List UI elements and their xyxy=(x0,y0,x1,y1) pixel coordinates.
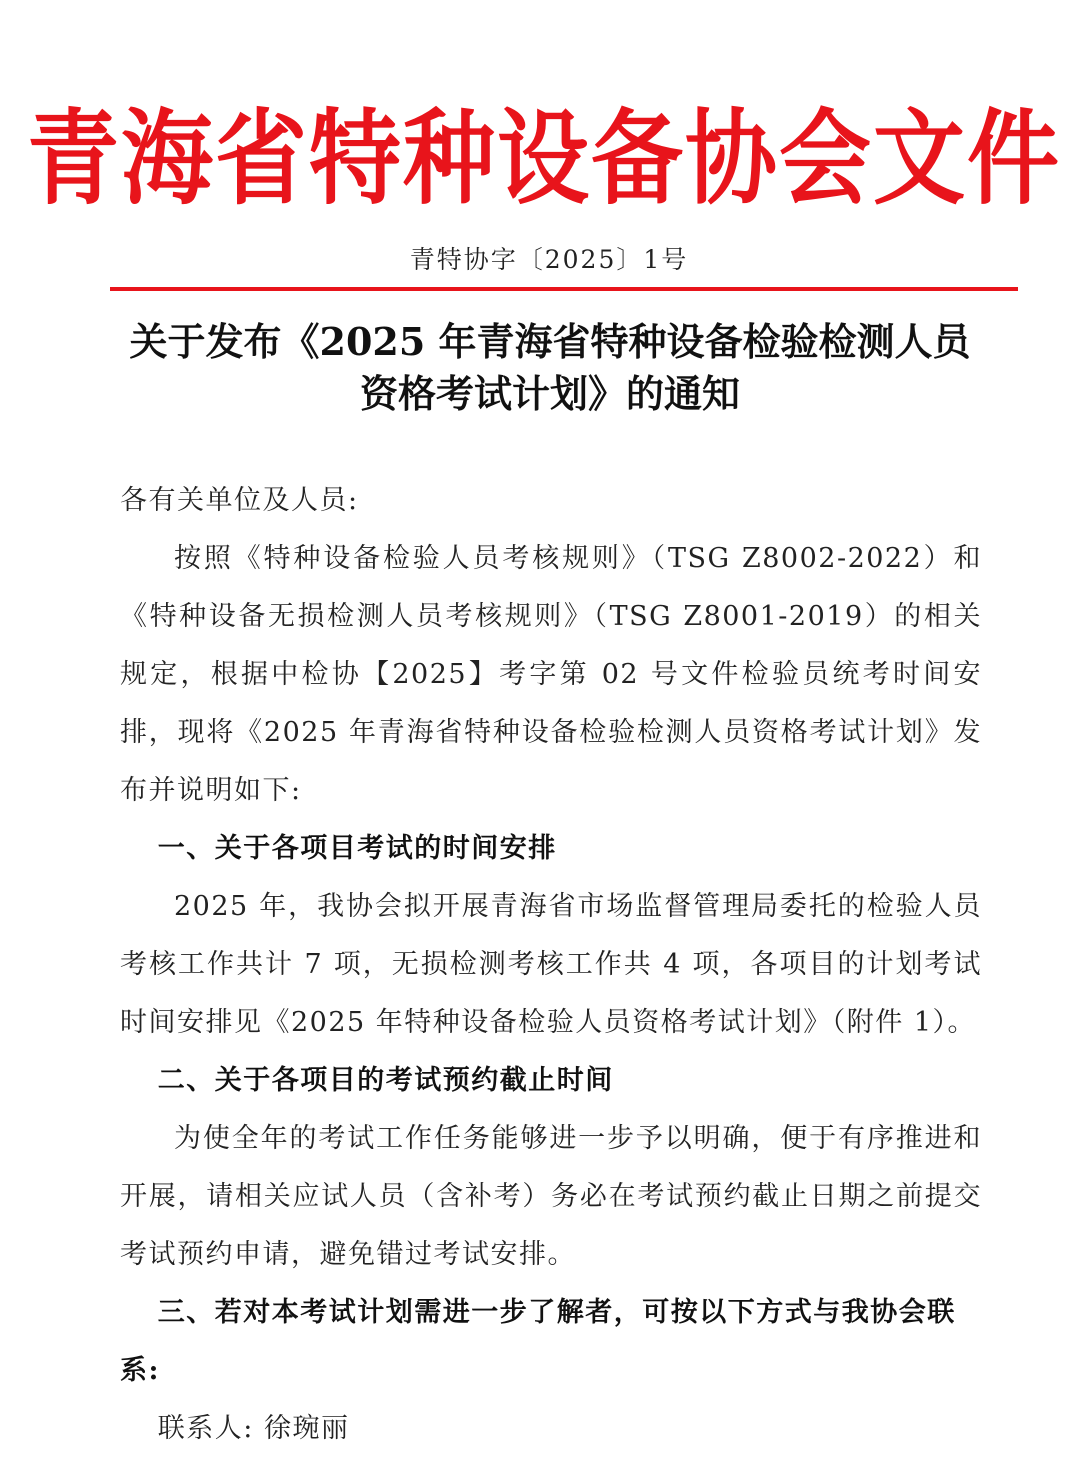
section-heading-2: 二、关于各项目的考试预约截止时间 xyxy=(157,1065,614,1096)
notice-title-line-1: 关于发布《2025 年青海省特种设备检验检测人员 xyxy=(129,319,971,364)
salutation: 各有关单位及人员: xyxy=(120,485,359,516)
section-paragraph-1: 2025 年，我协会拟开展青海省市场监督管理局委托的检验人员考核工作共计 7 项，无损检测考核工作共 4 项，各项目的计划考试时间安排见《2025 年特种设备检验人员资格考试计划》（附件 1）。 xyxy=(120,891,982,1038)
contact-person: 联系人: 徐琬丽 xyxy=(157,1413,350,1444)
notice-title xyxy=(100,316,1000,420)
intro-paragraph: 按照《特种设备检验人员考核规则》（TSG Z8002-2022）和《特种设备无损检测人员考核规则》（TSG Z8001-2019）的相关规定，根据中检协【2025】考字第 02 号文件检验员统考时间安排，现将《2025 年青海省特种设备检验检测人员资格考试计划》发布并说明如下: xyxy=(120,543,982,806)
section-heading-3: 三、若对本考试计划需进一步了解者，可按以下方式与我协会联系: xyxy=(120,1297,956,1386)
section-heading-1: 一、关于各项目考试的时间安排 xyxy=(157,833,557,864)
section-paragraph-2: 为使全年的考试工作任务能够进一步予以明确，便于有序推进和开展，请相关应试人员（含补考）务必在考试预约截止日期之前提交考试预约申请，避免错过考试安排。 xyxy=(120,1123,982,1270)
document-number: 青特协字〔2025〕1号 xyxy=(409,245,689,274)
notice-body xyxy=(120,472,982,1458)
red-divider xyxy=(110,287,1018,291)
org-title: 青海省特种设备协会文件 xyxy=(26,98,1061,219)
notice-title-line-2: 资格考试计划》的通知 xyxy=(359,371,740,416)
